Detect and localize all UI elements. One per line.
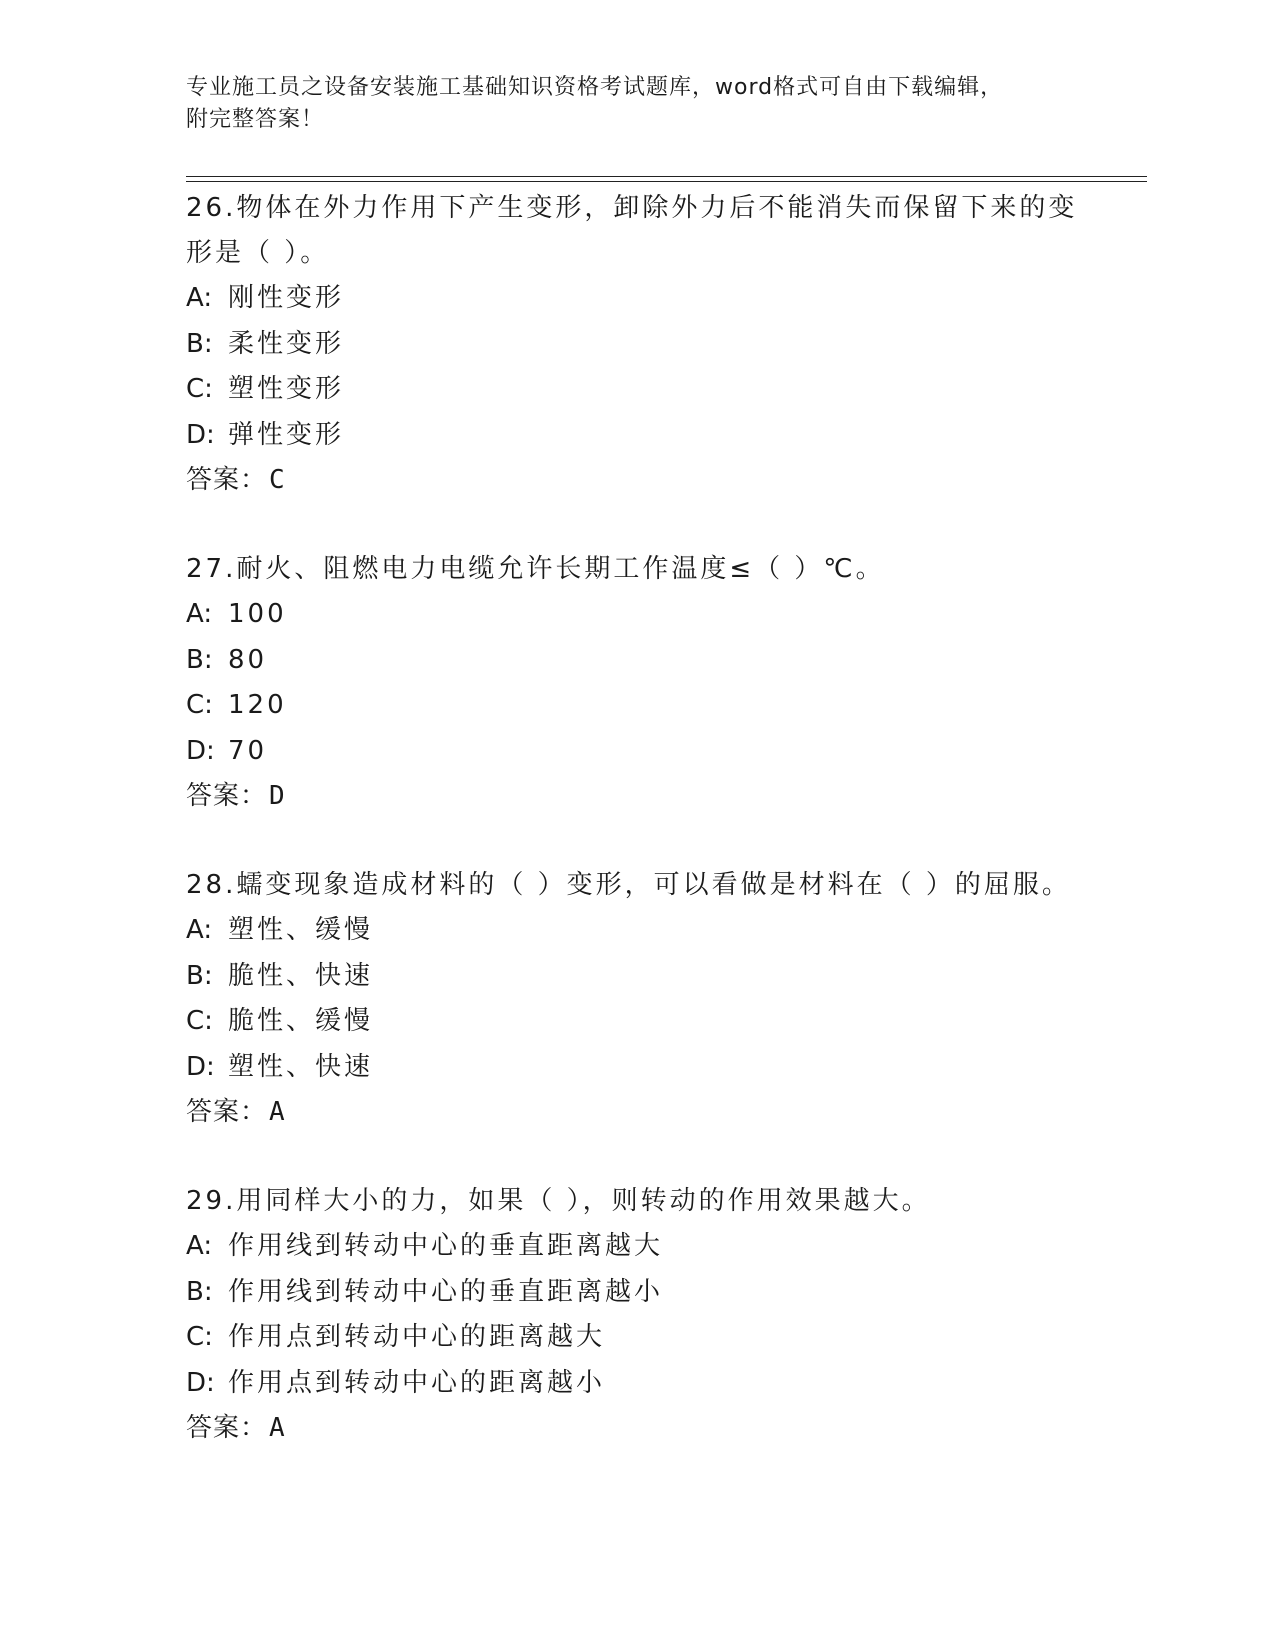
question-29 xyxy=(186,1179,1086,1451)
option-text: 作用线到转动中心的垂直距离越大 xyxy=(228,1231,664,1261)
document-header xyxy=(186,72,1086,136)
answer-value: A xyxy=(269,1097,286,1127)
question-27 xyxy=(186,547,1086,819)
question-stem-line: 27.耐火、阻燃电力电缆允许长期工作温度≤（ ）℃。 xyxy=(186,554,885,584)
option-c xyxy=(186,1315,1086,1361)
option-key: A: xyxy=(186,1231,213,1261)
option-key: C: xyxy=(186,1006,213,1036)
option-text: 塑性、快速 xyxy=(228,1051,374,1082)
option-text: 70 xyxy=(228,735,268,766)
option-key: A: xyxy=(186,915,213,945)
option-key: B: xyxy=(186,960,213,991)
option-text: 弹性变形 xyxy=(228,419,345,450)
option-key: B: xyxy=(186,644,213,675)
option-d xyxy=(186,413,1086,459)
option-text: 脆性、缓慢 xyxy=(228,1006,374,1036)
header-divider-top xyxy=(186,176,1147,177)
option-key: A: xyxy=(186,599,213,629)
answer-label: 答案： xyxy=(186,1097,268,1127)
option-text: 塑性变形 xyxy=(228,374,345,404)
option-text: 100 xyxy=(228,599,287,629)
answer-label: 答案： xyxy=(186,1413,268,1443)
answer-label: 答案： xyxy=(186,465,268,495)
question-26 xyxy=(186,186,1086,503)
header-line-1: 专业施工员之设备安装施工基础知识资格考试题库，word格式可自由下载编辑， xyxy=(186,75,1004,100)
answer-value: A xyxy=(269,1413,286,1443)
answer-line xyxy=(186,458,1086,503)
question-28 xyxy=(186,863,1086,1135)
option-d xyxy=(186,1361,1086,1407)
answer-label: 答案： xyxy=(186,781,268,811)
option-text: 柔性变形 xyxy=(228,328,345,359)
option-text: 120 xyxy=(228,690,287,720)
option-key: B: xyxy=(186,328,213,359)
question-stem-line: 29.用同样大小的力，如果（ ），则转动的作用效果越大。 xyxy=(186,1186,931,1216)
option-d xyxy=(186,729,1086,775)
option-b xyxy=(186,1270,1086,1316)
option-key: C: xyxy=(186,1322,213,1352)
question-stem-line: 28.蠕变现象造成材料的（ ）变形，可以看做是材料在（ ）的屈服。 xyxy=(186,870,1071,900)
header-divider-bottom xyxy=(186,181,1147,182)
option-a xyxy=(186,1224,1086,1270)
answer-line xyxy=(186,1406,1086,1451)
answer-value: D xyxy=(269,781,286,811)
answer-value: C xyxy=(269,465,286,495)
option-b xyxy=(186,638,1086,684)
option-key: C: xyxy=(186,690,213,720)
option-text: 作用点到转动中心的距离越大 xyxy=(228,1322,606,1352)
option-b xyxy=(186,322,1086,368)
option-text: 脆性、快速 xyxy=(228,960,374,991)
header-line-2: 附完整答案！ xyxy=(186,107,325,132)
option-a xyxy=(186,592,1086,638)
question-stem-line: 形是（ ）。 xyxy=(186,238,330,268)
option-c xyxy=(186,683,1086,729)
option-key: A: xyxy=(186,283,213,313)
option-key: D: xyxy=(186,1051,215,1082)
option-c xyxy=(186,367,1086,413)
option-key: C: xyxy=(186,374,213,404)
option-d xyxy=(186,1045,1086,1091)
option-key: D: xyxy=(186,735,215,766)
option-text: 塑性、缓慢 xyxy=(228,915,374,945)
option-a xyxy=(186,276,1086,322)
option-text: 80 xyxy=(228,644,268,675)
option-b xyxy=(186,954,1086,1000)
option-a xyxy=(186,908,1086,954)
option-text: 刚性变形 xyxy=(228,283,345,313)
option-text: 作用线到转动中心的垂直距离越小 xyxy=(228,1276,664,1307)
answer-line xyxy=(186,774,1086,819)
option-text: 作用点到转动中心的距离越小 xyxy=(228,1367,606,1398)
option-key: D: xyxy=(186,419,215,450)
option-key: D: xyxy=(186,1367,215,1398)
option-key: B: xyxy=(186,1276,213,1307)
answer-line xyxy=(186,1090,1086,1135)
option-c xyxy=(186,999,1086,1045)
question-stem-line: 26.物体在外力作用下产生变形，卸除外力后不能消失而保留下来的变 xyxy=(186,193,1078,223)
